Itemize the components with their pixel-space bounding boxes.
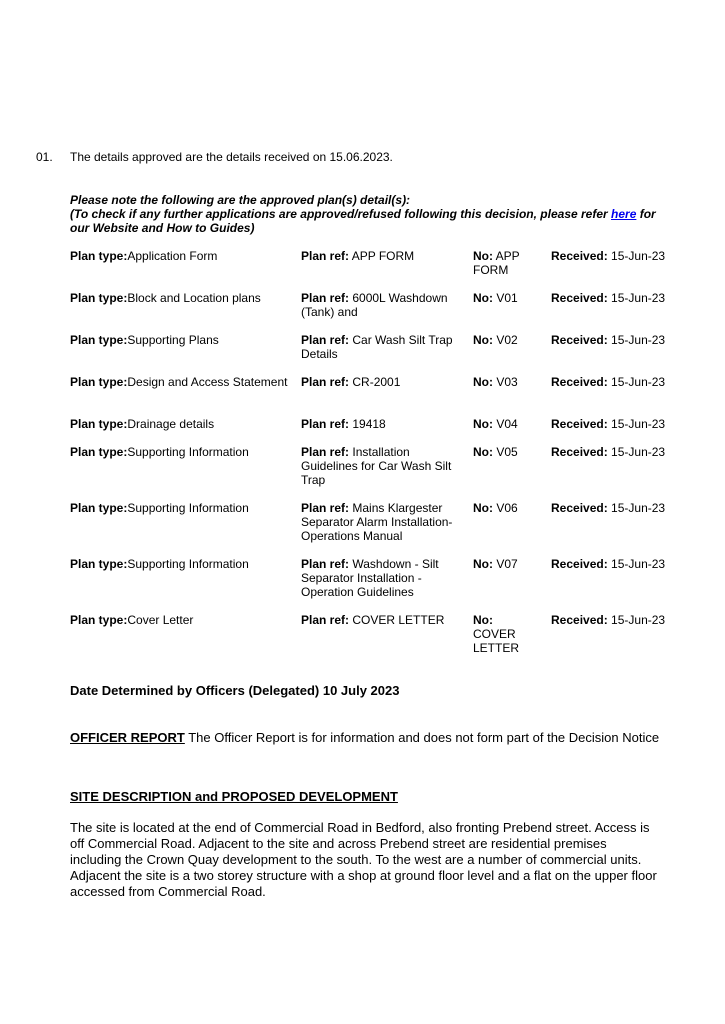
cell-value: 15-Jun-23 — [611, 501, 666, 515]
plan-ref-cell — [301, 445, 461, 487]
cell-label: Received: — [551, 375, 608, 389]
cell-value: V07 — [496, 557, 518, 571]
cell-label: No: — [473, 333, 493, 347]
website-link[interactable]: here — [611, 207, 637, 221]
date-determined: Date Determined by Officers (Delegated) 10 July 2023 — [70, 683, 400, 698]
plan-no-cell — [473, 557, 535, 571]
cell-value: COVER LETTER — [352, 613, 445, 627]
plan-row — [70, 501, 680, 557]
cell-value: Application Form — [127, 249, 218, 263]
cell-value: 15-Jun-23 — [611, 445, 666, 459]
cell-label: Plan ref: — [301, 557, 350, 571]
cell-label: Plan type: — [70, 249, 128, 263]
cell-value: Supporting Plans — [127, 333, 219, 347]
plan-received-cell — [551, 613, 691, 627]
cell-label: Plan ref: — [301, 445, 350, 459]
plan-row — [70, 333, 680, 375]
cell-label: Plan ref: — [301, 333, 350, 347]
cell-value: 15-Jun-23 — [611, 375, 666, 389]
cell-label: Plan ref: — [301, 613, 350, 627]
plan-no-cell — [473, 291, 535, 305]
cell-value: 15-Jun-23 — [611, 291, 666, 305]
plan-received-cell — [551, 291, 691, 305]
plan-no-cell — [473, 249, 535, 277]
plan-row — [70, 613, 680, 669]
cell-value: 6000L Washdown (Tank) and — [301, 291, 448, 319]
cell-label: Received: — [551, 501, 608, 515]
cell-value: COVER LETTER — [473, 627, 520, 655]
plan-no-cell — [473, 333, 535, 347]
cell-value: Block and Location plans — [127, 291, 261, 305]
plan-ref-cell — [301, 557, 461, 599]
cell-label: No: — [473, 501, 493, 515]
cell-value: V01 — [496, 291, 518, 305]
plan-ref-cell — [301, 291, 461, 319]
cell-label: Received: — [551, 613, 608, 627]
cell-value: 15-Jun-23 — [611, 417, 666, 431]
plan-ref-cell — [301, 333, 461, 361]
plan-type-cell — [70, 445, 292, 459]
cell-label: Plan type: — [70, 333, 128, 347]
officer-report — [70, 730, 660, 746]
plan-no-cell — [473, 501, 535, 515]
plan-no-cell — [473, 613, 535, 655]
cell-label: Plan ref: — [301, 501, 350, 515]
plan-received-cell — [551, 445, 691, 459]
cell-label: Plan ref: — [301, 249, 350, 263]
plan-received-cell — [551, 417, 691, 431]
note-suffix: for our Website and How to Guides) — [70, 207, 656, 235]
cell-value: Cover Letter — [127, 613, 194, 627]
plan-no-cell — [473, 445, 535, 459]
cell-label: Plan type: — [70, 501, 128, 515]
cell-value: V05 — [496, 445, 518, 459]
cell-value: APP FORM — [473, 249, 520, 277]
officer-report-heading: OFFICER REPORT — [70, 730, 185, 745]
cell-label: No: — [473, 557, 493, 571]
cell-label: Plan type: — [70, 445, 128, 459]
cell-value: Drainage details — [127, 417, 215, 431]
officer-report-text: The Officer Report is for information and does not form part of the Decision Notice — [184, 730, 660, 745]
cell-value: 15-Jun-23 — [611, 613, 666, 627]
cell-value: APP FORM — [351, 249, 415, 263]
cell-label: No: — [473, 375, 493, 389]
plan-type-cell — [70, 417, 292, 431]
plan-received-cell — [551, 249, 691, 263]
plan-no-cell — [473, 417, 535, 431]
site-description-text: The site is located at the end of Commercial Road in Bedford, also fronting Prebend street. Access is off Commercial Road. Adjacent to the site and across Prebend street are residential premises including the Crown Quay development to the south. To the west are a number of commercial units. Adjacent the site is a two storey structure with a shop at ground floor level and a flat on the upper floor accessed from Commercial Road. — [70, 820, 657, 899]
cell-label: Plan ref: — [301, 291, 350, 305]
plan-type-cell — [70, 249, 292, 263]
plan-type-cell — [70, 613, 292, 627]
cell-label: Plan type: — [70, 557, 128, 571]
cell-value: 15-Jun-23 — [611, 557, 666, 571]
site-description-heading: SITE DESCRIPTION and PROPOSED DEVELOPMENT — [70, 789, 398, 804]
note-line-1: Please note the following are the approved plan(s) detail(s): — [70, 193, 411, 207]
plan-type-cell — [70, 557, 292, 571]
cell-label: Received: — [551, 249, 608, 263]
cell-value: Installation Guidelines for Car Wash Silt Trap — [301, 445, 452, 487]
cell-label: Received: — [551, 557, 608, 571]
plan-row — [70, 417, 680, 445]
cell-label: Plan type: — [70, 417, 128, 431]
cell-value: V04 — [496, 417, 518, 431]
plan-row — [70, 445, 680, 501]
cell-label: No: — [473, 445, 493, 459]
cell-label: Received: — [551, 291, 608, 305]
cell-value: V06 — [496, 501, 518, 515]
cell-label: Plan type: — [70, 375, 128, 389]
plan-ref-cell — [301, 417, 461, 431]
cell-value: CR-2001 — [352, 375, 401, 389]
cell-value: V02 — [496, 333, 518, 347]
cell-label: Received: — [551, 417, 608, 431]
cell-value: Design and Access Statement — [127, 375, 288, 389]
cell-label: No: — [473, 613, 493, 627]
plan-type-cell — [70, 501, 292, 515]
cell-value: Mains Klargester Separator Alarm Installation-Operations Manual — [301, 501, 453, 543]
cell-value: Washdown - Silt Separator Installation - Operation Guidelines — [301, 557, 439, 599]
plan-type-cell — [70, 291, 292, 305]
cell-label: Plan type: — [70, 291, 128, 305]
cell-value: Car Wash Silt Trap Details — [301, 333, 453, 361]
plans-table — [70, 249, 680, 669]
plan-row — [70, 375, 680, 417]
plan-received-cell — [551, 333, 691, 347]
cell-label: No: — [473, 249, 493, 263]
plan-received-cell — [551, 557, 691, 571]
plan-ref-cell — [301, 375, 461, 389]
plan-row — [70, 291, 680, 333]
cell-value: 15-Jun-23 — [611, 333, 666, 347]
cell-label: Received: — [551, 333, 608, 347]
plan-row — [70, 249, 680, 291]
cell-value: Supporting Information — [127, 445, 249, 459]
cell-value: 19418 — [352, 417, 386, 431]
note-line-2 — [70, 207, 670, 235]
plan-no-cell — [473, 375, 535, 389]
cell-label: No: — [473, 417, 493, 431]
plan-received-cell — [551, 375, 691, 389]
cell-value: V03 — [496, 375, 518, 389]
note-prefix: (To check if any further applications are approved/refused following this decision, please refer — [70, 207, 612, 221]
cell-value: Supporting Information — [127, 501, 249, 515]
plan-type-cell — [70, 333, 292, 347]
cell-label: Received: — [551, 445, 608, 459]
cell-value: Supporting Information — [127, 557, 249, 571]
plan-received-cell — [551, 501, 691, 515]
plan-type-cell — [70, 375, 292, 389]
cell-label: Plan ref: — [301, 375, 350, 389]
plan-ref-cell — [301, 249, 461, 263]
plan-row — [70, 557, 680, 613]
approved-plans-note — [70, 193, 670, 235]
condition-text: The details approved are the details received on 15.06.2023. — [70, 150, 393, 164]
plan-ref-cell — [301, 501, 461, 543]
plan-ref-cell — [301, 613, 461, 627]
cell-label: Plan type: — [70, 613, 128, 627]
condition-number: 01. — [36, 150, 53, 164]
cell-label: No: — [473, 291, 493, 305]
cell-value: 15-Jun-23 — [611, 249, 666, 263]
cell-label: Plan ref: — [301, 417, 350, 431]
